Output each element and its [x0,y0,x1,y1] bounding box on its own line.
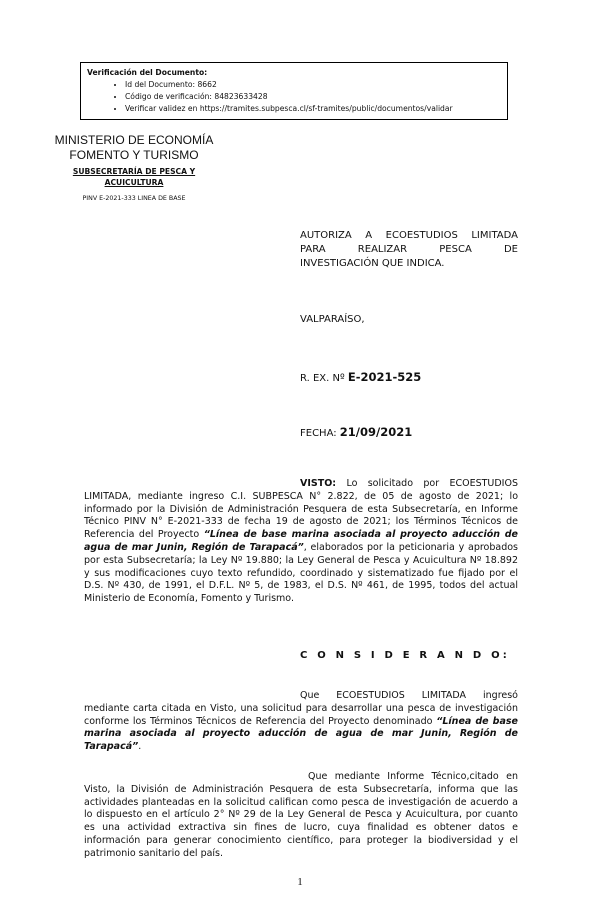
considerando-1-project-name: “Línea de base marina asociada al proyecto aducción de agua de mar Junin, Región de Tarapacá” [84,715,518,753]
subsecretaria-name [48,166,220,188]
ministry-line-2: FOMENTO Y TURISMO [69,148,199,162]
visto-project-name: “Línea de base marina asociada al proyecto aducción de agua de mar Junin, Región de Tarapacá” [84,529,518,553]
resolution-title [300,229,518,271]
resolution-value: E-2021-525 [347,370,422,384]
considerando-1-text-a: Que ECOESTUDIOS LIMITADA ingresó mediante carta citada en Visto, una solicitud para desarrollar una pesca de investigación conforme los Términos Técnicos de Referencia del Proyecto denominado [84,690,518,727]
visto-label: VISTO: [300,478,337,489]
resolution-date [300,425,412,439]
considerando-paragraph-2: Que mediante Informe Técnico,citado en Visto, la División de Administración Pesquera de esta Subsecretaría, informa que las actividades planteadas en la solicitud califican como pesca de investigación de acuerdo a lo dispuesto en el artículo 2° Nº 29 de la Ley General de Pesca y Acuicultura, por cuanto es una actividad extractiva sin fines de lucro, cuya finalidad es obtener datos e información para generar conocimiento científico, para proteger la biodiversidad y el patrimonio sanitario del país. [84,771,518,859]
date-value: 21/09/2021 [339,425,413,439]
verification-title: Verificación del Documento: [87,68,208,77]
verification-url[interactable]: • Verificar validez en https://tramites.subpesca.cl/sf-tramites/public/documentos/validar [125,103,501,115]
verification-list [87,79,501,115]
visto-text-a: Lo solicitado por ECOESTUDIOS LIMITADA, mediante ingreso C.I. SUBPESCA N° 2.822, de 05 de agosto de 2021; lo informado por la División de Administración Pesquera de esta Subsecretaría, en Informe Técnico PINV N° E-2021-333 de fecha 19 de agosto de 2021; los Términos Técnicos de Referencia del Proyecto [84,478,518,541]
considerando-heading: C O N S I D E R A N D O: [300,650,510,661]
ministry-line-1: MINISTERIO DE ECONOMÍA [54,133,214,147]
title-line-2: PARA REALIZAR PESCA DE [300,244,518,255]
title-line-3: INVESTIGACIÓN QUE INDICA. [300,258,445,269]
considerando-paragraph-1 [84,690,518,754]
date-label: FECHA: [300,428,337,439]
visto-paragraph [84,478,518,606]
resolution-number [300,370,421,384]
subsecretaria-line-2: ACUICULTURA [104,178,164,187]
title-line-1: AUTORIZA A ECOESTUDIOS LIMITADA [300,230,518,241]
place: VALPARAÍSO, [300,314,365,325]
page-number: 1 [297,876,303,888]
subsecretaria-line-1: SUBSECRETARÍA DE PESCA Y [72,167,196,176]
reference-code: PINV E-2021-333 LINEA DE BASE [82,195,186,202]
visto-text-b: , elaborados por la peticionaria y aprobados por esta Subsecretaría; la Ley Nº 19.880; la Ley General de Pesca y Acuicultura Nº 18.892 y sus modificaciones cuyo texto refundido, coordinado y sistematizado fue fijado por el D.S. Nº 430, de 1991, el D.F.L. Nº 5, de 1983, el D.S. Nº 461, de 1995, todos del actual Ministerio de Economía, Fomento y Turismo. [84,541,518,605]
considerando-1-text-b: . [138,741,142,753]
verification-code: • Código de verificación: 84823633428 [125,91,501,103]
verification-box [80,62,508,120]
resolution-label: R. EX. Nº [300,373,345,384]
ministry-name [48,133,220,163]
document-id: • Id del Documento: 8662 [125,79,501,91]
